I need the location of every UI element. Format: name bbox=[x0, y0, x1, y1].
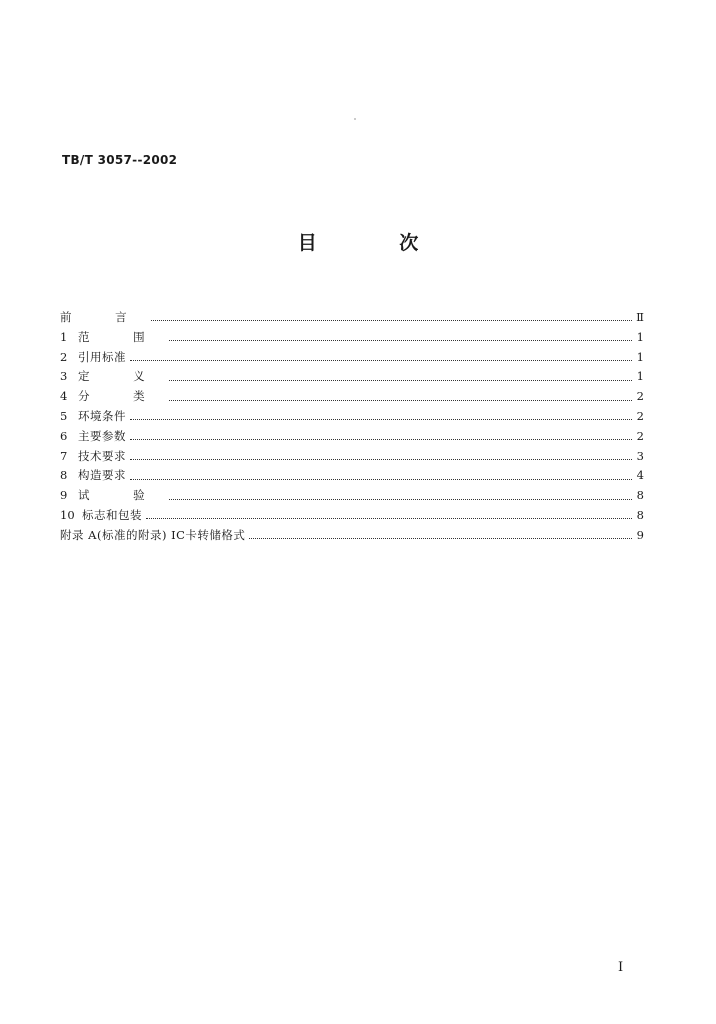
toc-entry-title: 定 义 bbox=[78, 369, 165, 384]
toc-entry[interactable] bbox=[60, 348, 644, 368]
toc-entry-page: 8 bbox=[636, 507, 644, 522]
toc-entry-title: 主要参数 bbox=[78, 428, 126, 443]
toc-heading: 目 次 bbox=[297, 232, 457, 254]
toc-entry-page: 4 bbox=[636, 468, 644, 483]
toc-leader-dots bbox=[249, 538, 632, 539]
toc-entry-page: Ⅱ bbox=[636, 310, 644, 324]
toc-entry[interactable] bbox=[60, 506, 644, 526]
toc-leader-dots bbox=[169, 400, 632, 401]
toc-entry-number: 8 bbox=[60, 468, 68, 483]
toc-entry-page: 9 bbox=[636, 527, 644, 542]
toc-leader-dots bbox=[146, 518, 632, 519]
toc-entry[interactable] bbox=[60, 407, 644, 427]
toc-entry-page: 1 bbox=[636, 369, 644, 384]
document-id: TB/T 3057--2002 bbox=[62, 153, 178, 167]
toc-leader-dots bbox=[130, 439, 632, 440]
toc-entry[interactable] bbox=[60, 486, 644, 506]
toc-entry-number: 4 bbox=[60, 389, 68, 404]
toc-entry-title: 构造要求 bbox=[78, 468, 126, 483]
toc-entry-page: 1 bbox=[636, 349, 644, 364]
toc-leader-dots bbox=[169, 380, 632, 381]
toc-entry[interactable] bbox=[60, 447, 644, 467]
toc-entry-title: 试 验 bbox=[78, 488, 165, 503]
toc-entry[interactable] bbox=[60, 466, 644, 486]
toc-entry-title: 技术要求 bbox=[78, 448, 126, 463]
toc-entry-title: 环境条件 bbox=[78, 408, 126, 423]
toc-entry-page: 3 bbox=[636, 448, 644, 463]
toc-leader-dots bbox=[130, 419, 632, 420]
toc-entry-page: 8 bbox=[636, 488, 644, 503]
toc-entry-page: 2 bbox=[636, 408, 644, 423]
toc-entry-number: 5 bbox=[60, 408, 68, 423]
toc-entry[interactable] bbox=[60, 526, 644, 546]
scan-speck bbox=[354, 118, 356, 120]
toc-entry-title: 标志和包装 bbox=[82, 507, 142, 522]
toc-entry-title: 引用标准 bbox=[78, 349, 126, 364]
toc-leader-dots bbox=[169, 340, 632, 341]
toc-entry-title: 分 类 bbox=[78, 389, 165, 404]
toc-entry-number: 1 bbox=[60, 329, 68, 344]
toc-entry-page: 2 bbox=[636, 389, 644, 404]
toc-entry-title: 附录 A(标准的附录) IC卡转储格式 bbox=[60, 527, 246, 542]
toc-leader-dots bbox=[130, 479, 632, 480]
toc-leader-dots bbox=[130, 459, 632, 460]
toc-list bbox=[60, 308, 644, 546]
toc-entry[interactable] bbox=[60, 308, 644, 328]
toc-entry-number: 2 bbox=[60, 349, 68, 364]
toc-entry[interactable] bbox=[60, 367, 644, 387]
toc-entry-number: 9 bbox=[60, 488, 68, 503]
toc-leader-dots bbox=[151, 320, 632, 321]
toc-entry-title: 范 围 bbox=[78, 329, 165, 344]
toc-entry[interactable] bbox=[60, 328, 644, 348]
page-number: I bbox=[618, 960, 624, 975]
toc-entry-number: 6 bbox=[60, 428, 68, 443]
toc-entry-page: 2 bbox=[636, 428, 644, 443]
toc-entry[interactable] bbox=[60, 427, 644, 447]
toc-entry-number: 7 bbox=[60, 448, 68, 463]
toc-entry-page: 1 bbox=[636, 329, 644, 344]
toc-leader-dots bbox=[169, 499, 632, 500]
toc-entry-number: 10 bbox=[60, 507, 75, 522]
toc-entry[interactable] bbox=[60, 387, 644, 407]
toc-entry-number: 3 bbox=[60, 369, 68, 384]
toc-entry-title: 前 言 bbox=[60, 310, 147, 324]
toc-leader-dots bbox=[130, 360, 632, 361]
